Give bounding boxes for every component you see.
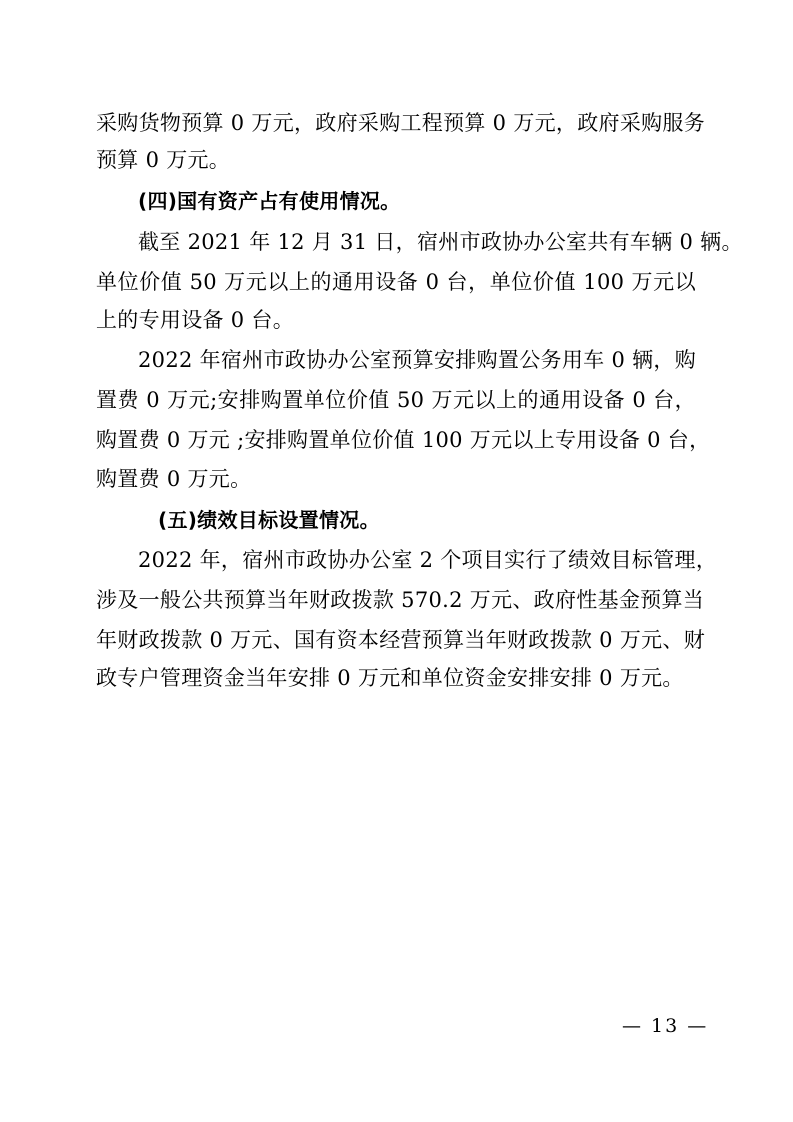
paragraph-vehicles-line-2: 单位价值 50 万元以上的通用设备 0 台，单位价值 100 万元以	[96, 270, 696, 294]
paragraph-performance-line-2: 涉及一般公共预算当年财政拨款 570.2 万元、政府性基金预算当	[96, 588, 705, 612]
paragraph-purchase-line-4: 购置费 0 万元。	[96, 467, 252, 491]
paragraph-performance-line-3: 年财政拨款 0 万元、国有资本经营预算当年财政拨款 0 万元、财	[96, 628, 706, 652]
paragraph-performance-line-1: 2022 年，宿州市政协办公室 2 个项目实行了绩效目标管理，	[138, 548, 718, 572]
paragraph-vehicles-line-3: 上的专用设备 0 台。	[96, 308, 295, 332]
page-number: — 13 —	[622, 1015, 709, 1037]
paragraph-purchase-line-3: 购置费 0 万元 ;安排购置单位价值 100 万元以上专用设备 0 台，	[96, 428, 711, 452]
section-heading-state-assets: (四)国有资产占有使用情况。	[138, 189, 401, 213]
paragraph-purchase-line-2: 置费 0 万元;安排购置单位价值 50 万元以上的通用设备 0 台，	[96, 388, 696, 412]
paragraph-vehicles-line-1: 截至 2021 年 12 月 31 日，宿州市政协办公室共有车辆 0 辆。	[138, 230, 743, 254]
paragraph-performance-line-4: 政专户管理资金当年安排 0 万元和单位资金安排安排 0 万元。	[96, 666, 684, 690]
paragraph-procurement-line-1: 采购货物预算 0 万元，政府采购工程预算 0 万元，政府采购服务	[96, 111, 706, 135]
section-heading-performance-goals: (五)绩效目标设置情况。	[158, 508, 380, 532]
paragraph-procurement-line-2: 预算 0 万元。	[96, 148, 231, 172]
paragraph-purchase-line-1: 2022 年宿州市政协办公室预算安排购置公务用车 0 辆，购	[138, 348, 696, 372]
